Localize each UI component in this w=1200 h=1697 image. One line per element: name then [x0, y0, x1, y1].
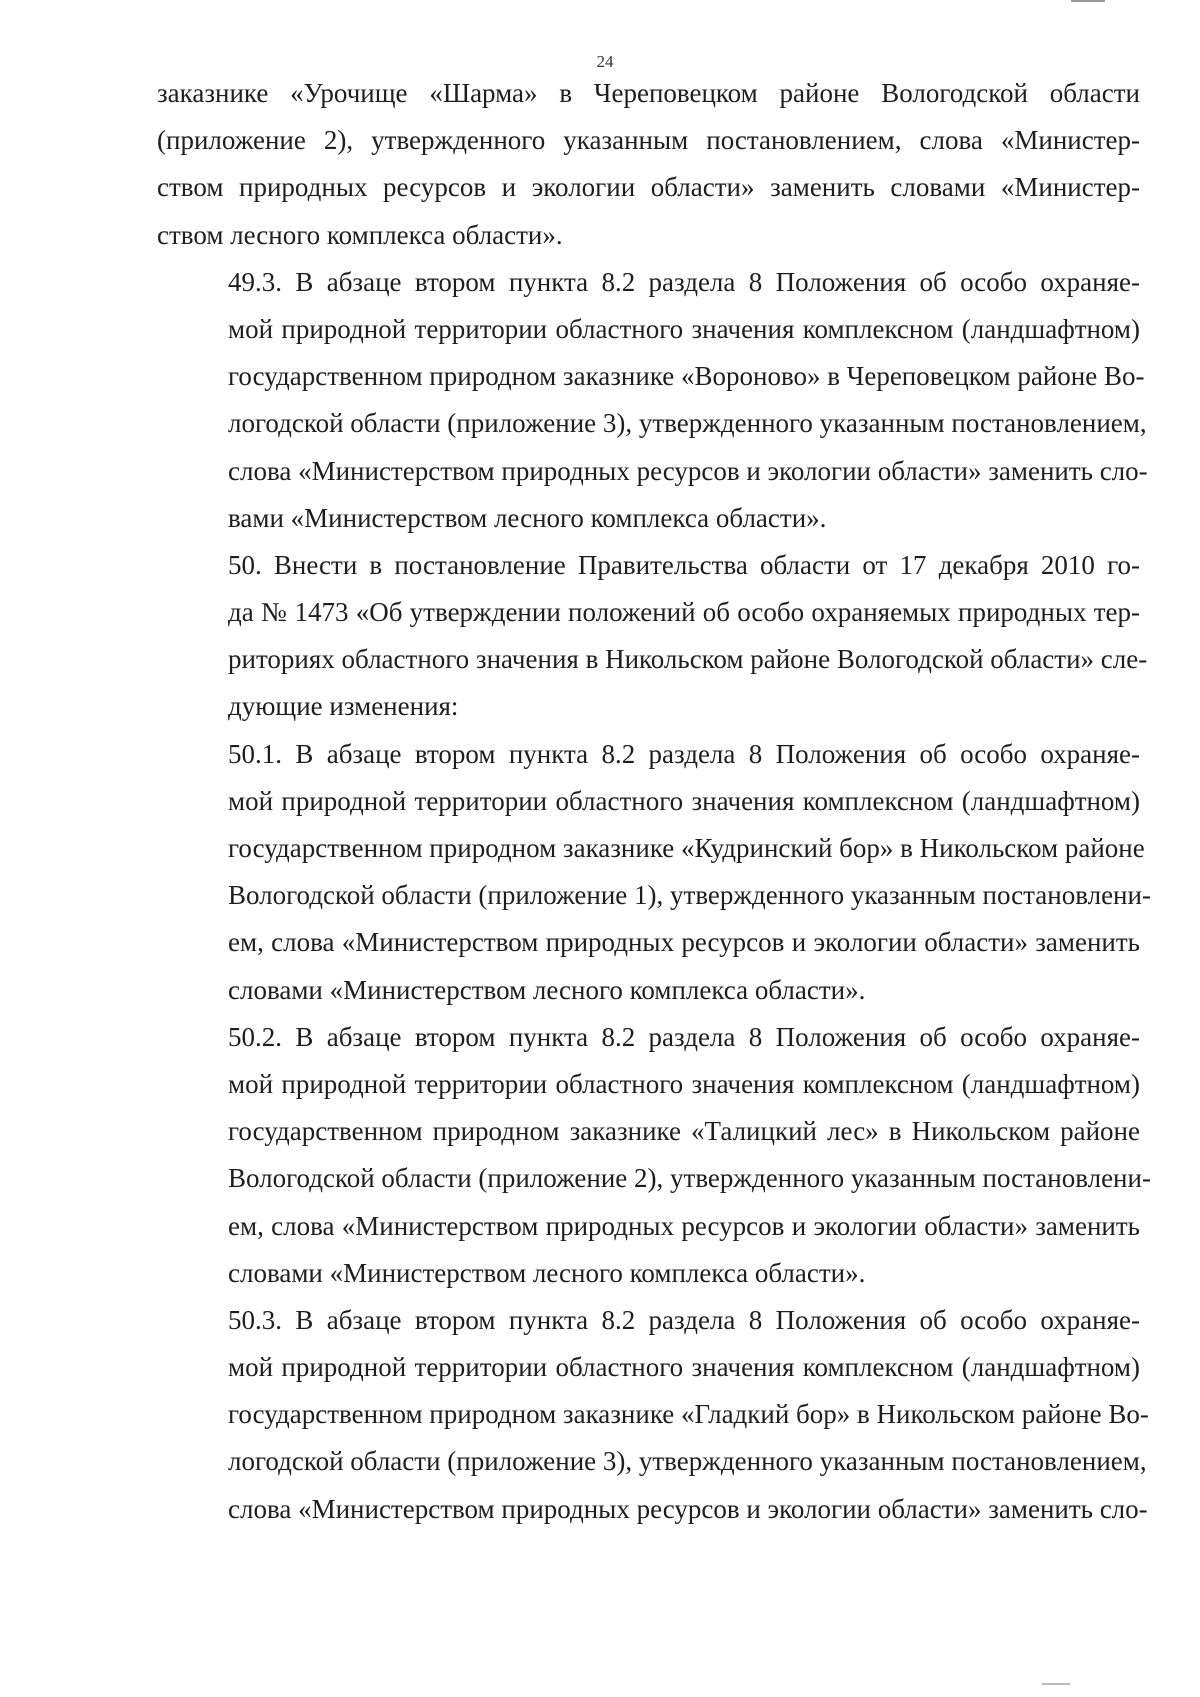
paragraph — [157, 70, 1140, 259]
paragraph — [157, 1297, 1149, 1533]
text-line: мой природной территории областного значения комплексном (ландшафтном) — [228, 785, 1140, 816]
scan-artifact-mark — [1042, 1683, 1070, 1685]
text-line: мой природной территории областного значения комплексном (ландшафтном) — [228, 313, 1140, 344]
text-line: логодской области (приложение 3), утвержденного указанным постановлением, — [228, 1446, 1147, 1477]
text-line: слова «Министерством природных ресурсов и экологии области» заменить сло- — [228, 455, 1148, 486]
paragraph — [157, 731, 1151, 1014]
text-line: словами «Министерством лесного комплекса области». — [228, 1257, 866, 1288]
text-line: заказнике «Урочище «Шарма» в Череповецком районе Вологодской области — [157, 78, 1140, 108]
text-line: 50.1. В абзаце втором пункта 8.2 раздела 8 Положения об особо охраняе- — [228, 738, 1140, 769]
text-line: государственном природном заказнике «Вороново» в Череповецком районе Во- — [228, 361, 1145, 392]
text-line: 50. Внести в постановление Правительства области от 17 декабря 2010 го- — [228, 549, 1140, 580]
text-line: 49.3. В абзаце втором пункта 8.2 раздела 8 Положения об особо охраняе- — [228, 266, 1140, 297]
text-line: вами «Министерством лесного комплекса области». — [228, 502, 827, 533]
text-line: мой природной территории областного значения комплексном (ландшафтном) — [228, 1352, 1140, 1383]
text-line: ством лесного комплекса области». — [157, 219, 563, 250]
text-line: государственном природном заказнике «Гладкий бор» в Никольском районе Во- — [228, 1399, 1149, 1430]
document-body — [157, 70, 1151, 1533]
text-line: ем, слова «Министерством природных ресурсов и экологии области» заменить — [228, 927, 1140, 958]
paragraph — [157, 542, 1148, 731]
page-number: 24 — [596, 52, 614, 71]
text-line: государственном природном заказнике «Кудринский бор» в Никольском районе — [228, 833, 1145, 863]
text-line: 50.2. В абзаце втором пункта 8.2 раздела 8 Положения об особо охраняе- — [228, 1021, 1140, 1052]
text-line: да № 1473 «Об утверждении положений об особо охраняемых природных тер- — [228, 597, 1140, 628]
text-line: словами «Министерством лесного комплекса области». — [228, 974, 866, 1005]
text-line: Вологодской области (приложение 1), утвержденного указанным постановлени- — [228, 880, 1151, 911]
text-line: слова «Министерством природных ресурсов и экологии области» заменить сло- — [228, 1493, 1148, 1524]
text-line: ством природных ресурсов и экологии области» заменить словами «Министер- — [157, 172, 1140, 203]
text-line: риториях областного значения в Никольском районе Вологодской области» сле- — [228, 644, 1148, 675]
scan-artifact-mark — [1071, 0, 1105, 2]
text-line: логодской области (приложение 3), утвержденного указанным постановлением, — [228, 408, 1147, 439]
paragraph — [157, 259, 1148, 542]
text-line: 50.3. В абзаце втором пункта 8.2 раздела 8 Положения об особо охраняе- — [228, 1304, 1140, 1335]
text-line: (приложение 2), утвержденного указанным постановлением, слова «Министер- — [157, 125, 1140, 156]
text-line: государственном природном заказнике «Талицкий лес» в Никольском районе — [228, 1116, 1140, 1147]
text-line: ем, слова «Министерством природных ресурсов и экологии области» заменить — [228, 1210, 1140, 1241]
text-line: дующие изменения: — [228, 691, 459, 722]
text-line: мой природной территории областного значения комплексном (ландшафтном) — [228, 1068, 1140, 1099]
paragraph — [157, 1014, 1151, 1297]
text-line: Вологодской области (приложение 2), утвержденного указанным постановлени- — [228, 1163, 1151, 1194]
